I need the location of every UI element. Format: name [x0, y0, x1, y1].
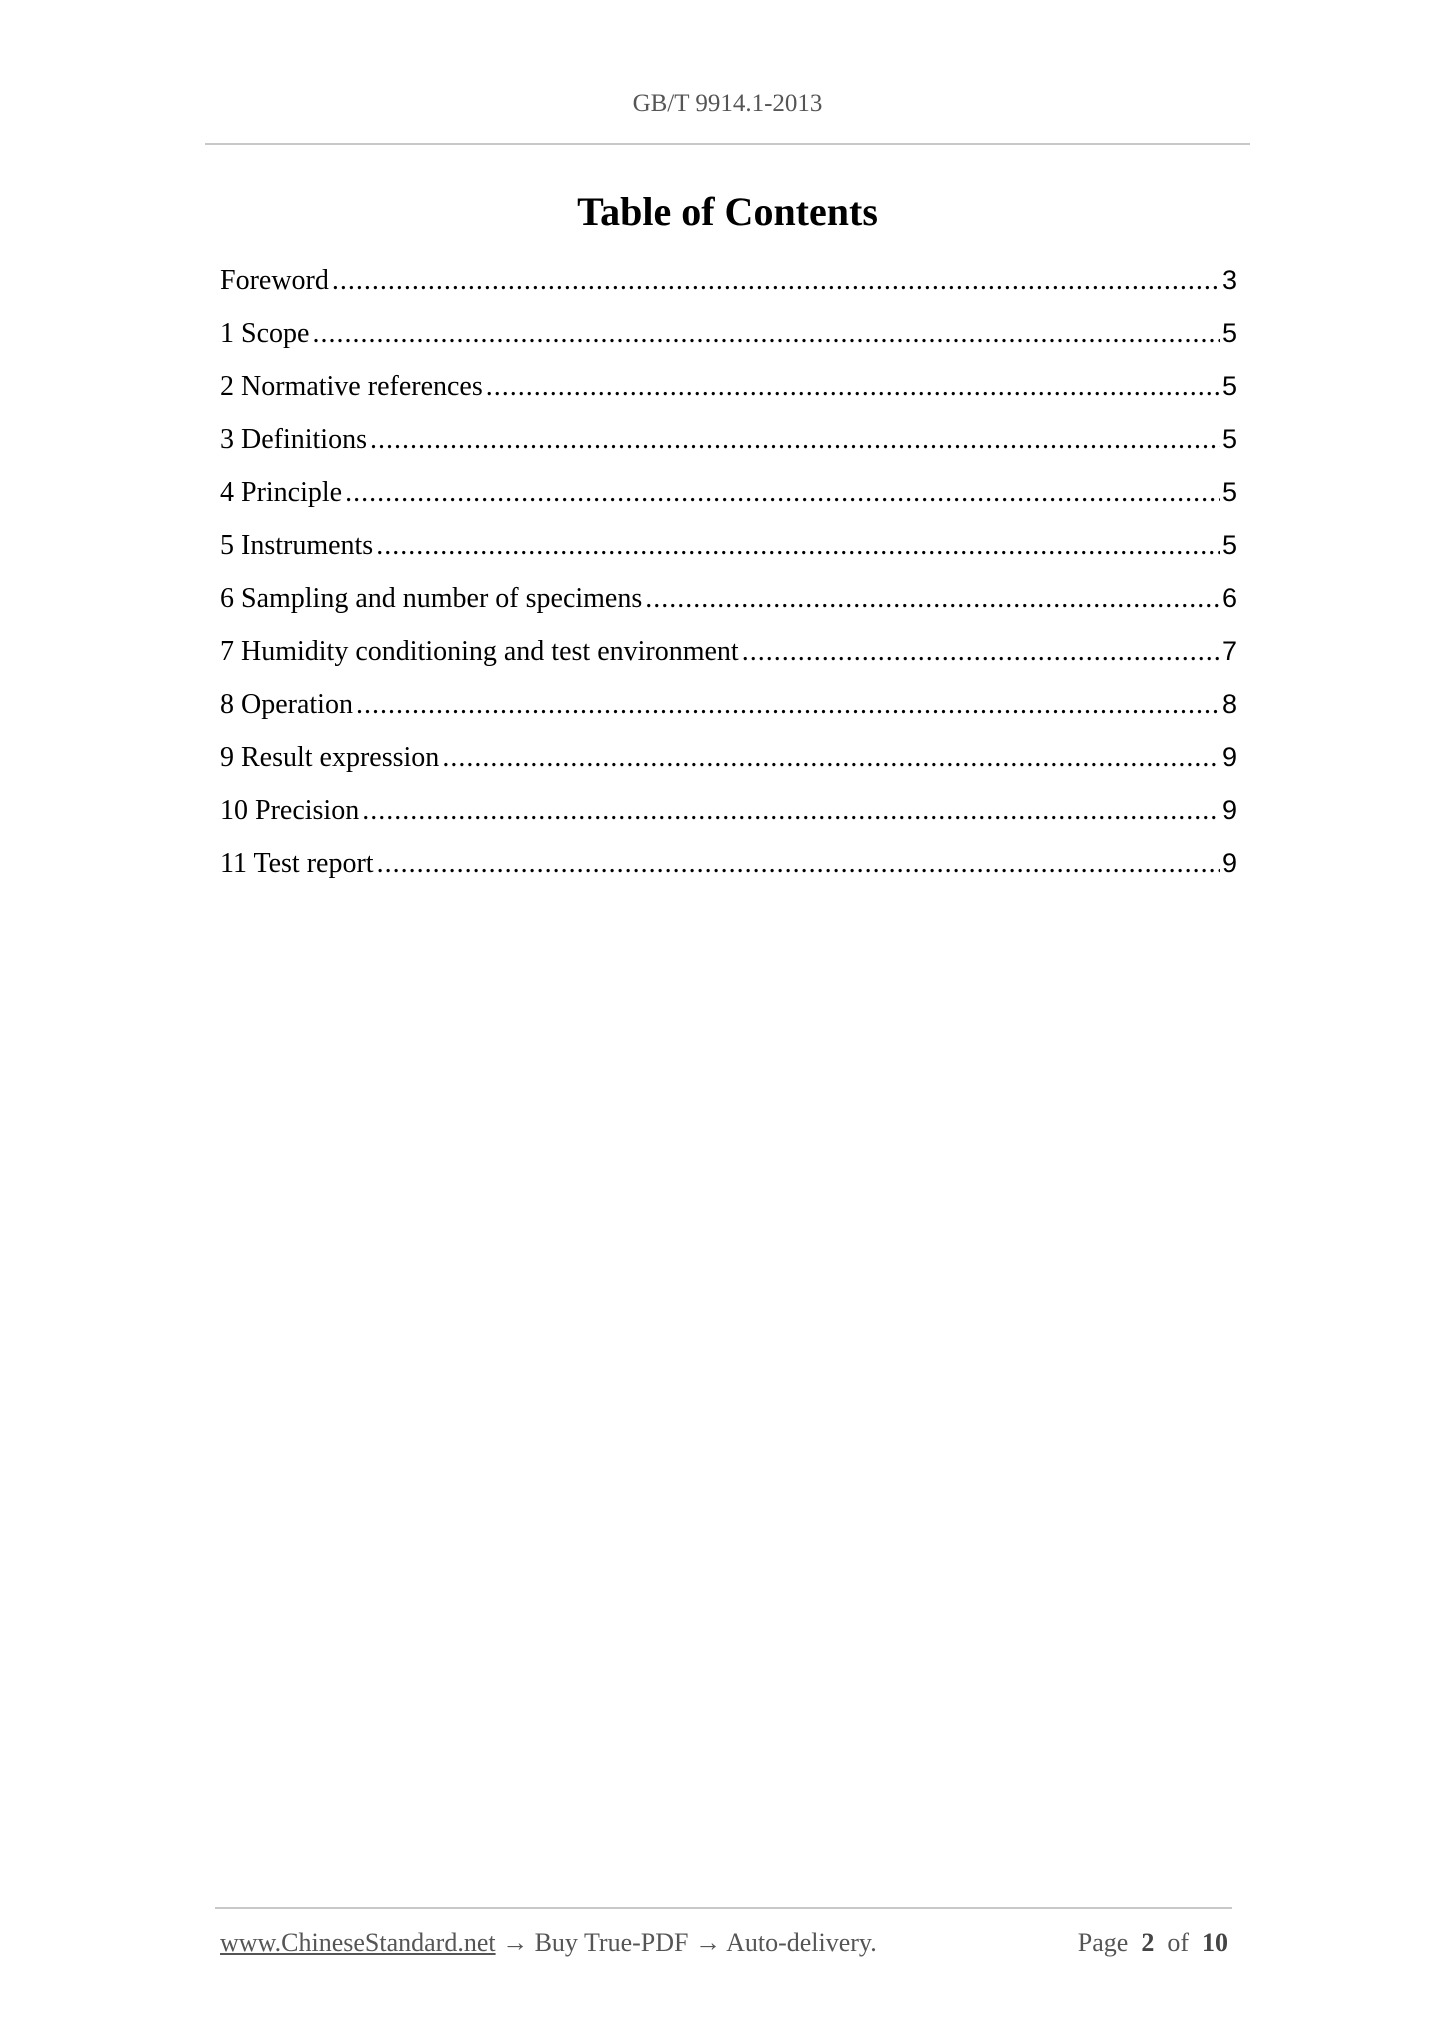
toc-entry-page: 3	[1221, 265, 1237, 295]
toc-dot-leader	[645, 583, 1220, 615]
toc-entry-page: 8	[1221, 689, 1237, 719]
toc-entry-label: 6 Sampling and number of specimens	[220, 583, 643, 614]
toc-dot-leader	[370, 424, 1220, 456]
arrow-icon: →	[695, 1928, 721, 1957]
toc-entry-foreword[interactable]	[220, 265, 1237, 318]
toc-dot-leader	[356, 689, 1220, 721]
toc-entry-sampling[interactable]	[220, 583, 1237, 636]
toc-entry-instruments[interactable]	[220, 530, 1237, 583]
auto-delivery-text: Auto-delivery.	[726, 1928, 877, 1957]
page-counter	[1078, 1928, 1228, 1958]
toc-entry-page: 6	[1221, 583, 1237, 613]
toc-entry-page: 9	[1221, 742, 1237, 772]
toc-entry-scope[interactable]	[220, 318, 1237, 371]
toc-entry-page: 5	[1221, 477, 1237, 507]
toc-entry-page: 7	[1221, 636, 1237, 666]
toc-dot-leader	[376, 530, 1220, 562]
toc-dot-leader	[486, 371, 1220, 403]
toc-dot-leader	[345, 477, 1220, 509]
toc-entry-label: 8 Operation	[220, 689, 353, 720]
toc-dot-leader	[332, 265, 1220, 297]
header-divider	[205, 143, 1250, 145]
toc-title: Table of Contents	[577, 189, 878, 234]
toc-dot-leader	[312, 318, 1220, 350]
toc-entry-result-expression[interactable]	[220, 742, 1237, 795]
toc-entry-page: 5	[1221, 530, 1237, 560]
toc-entry-page: 5	[1221, 424, 1237, 454]
toc-entry-page: 9	[1221, 848, 1237, 878]
buy-pdf-text: Buy True-PDF	[534, 1928, 689, 1957]
toc-dot-leader	[442, 742, 1220, 774]
toc-entry-normative-references[interactable]	[220, 371, 1237, 424]
toc-entry-page: 9	[1221, 795, 1237, 825]
toc-entry-label: 11 Test report	[220, 848, 374, 879]
toc-entry-page: 5	[1221, 371, 1237, 401]
toc-entry-principle[interactable]	[220, 477, 1237, 530]
arrow-icon: →	[502, 1928, 529, 1957]
page-word: Page	[1077, 1928, 1129, 1957]
toc-dot-leader	[362, 795, 1220, 827]
page-footer	[220, 1928, 1228, 1968]
toc-entry-page: 5	[1221, 318, 1237, 348]
toc-list	[220, 265, 1237, 901]
toc-entry-label: 9 Result expression	[220, 742, 440, 773]
toc-entry-label: 1 Scope	[220, 318, 310, 349]
toc-entry-test-report[interactable]	[220, 848, 1237, 901]
toc-dot-leader	[377, 848, 1220, 880]
footer-divider	[215, 1907, 1232, 1909]
toc-entry-humidity-conditioning[interactable]	[220, 636, 1237, 689]
toc-entry-label: Foreword	[220, 265, 329, 296]
running-header: GB/T 9914.1-2013	[632, 90, 823, 117]
toc-entry-label: 5 Instruments	[220, 530, 374, 561]
toc-entry-precision[interactable]	[220, 795, 1237, 848]
current-page-number: 2	[1141, 1928, 1155, 1957]
toc-entry-definitions[interactable]	[220, 424, 1237, 477]
toc-entry-operation[interactable]	[220, 689, 1237, 742]
toc-entry-label: 10 Precision	[220, 795, 360, 826]
website-link[interactable]: www.ChineseStandard.net	[220, 1928, 496, 1957]
total-pages-number: 10	[1202, 1928, 1228, 1957]
toc-dot-leader	[742, 636, 1220, 668]
toc-entry-label: 4 Principle	[220, 477, 343, 508]
of-word: of	[1167, 1928, 1189, 1957]
footer-promo	[220, 1928, 877, 1958]
toc-entry-label: 7 Humidity conditioning and test environment	[220, 636, 739, 667]
toc-entry-label: 2 Normative references	[220, 371, 483, 402]
toc-entry-label: 3 Definitions	[220, 424, 367, 455]
